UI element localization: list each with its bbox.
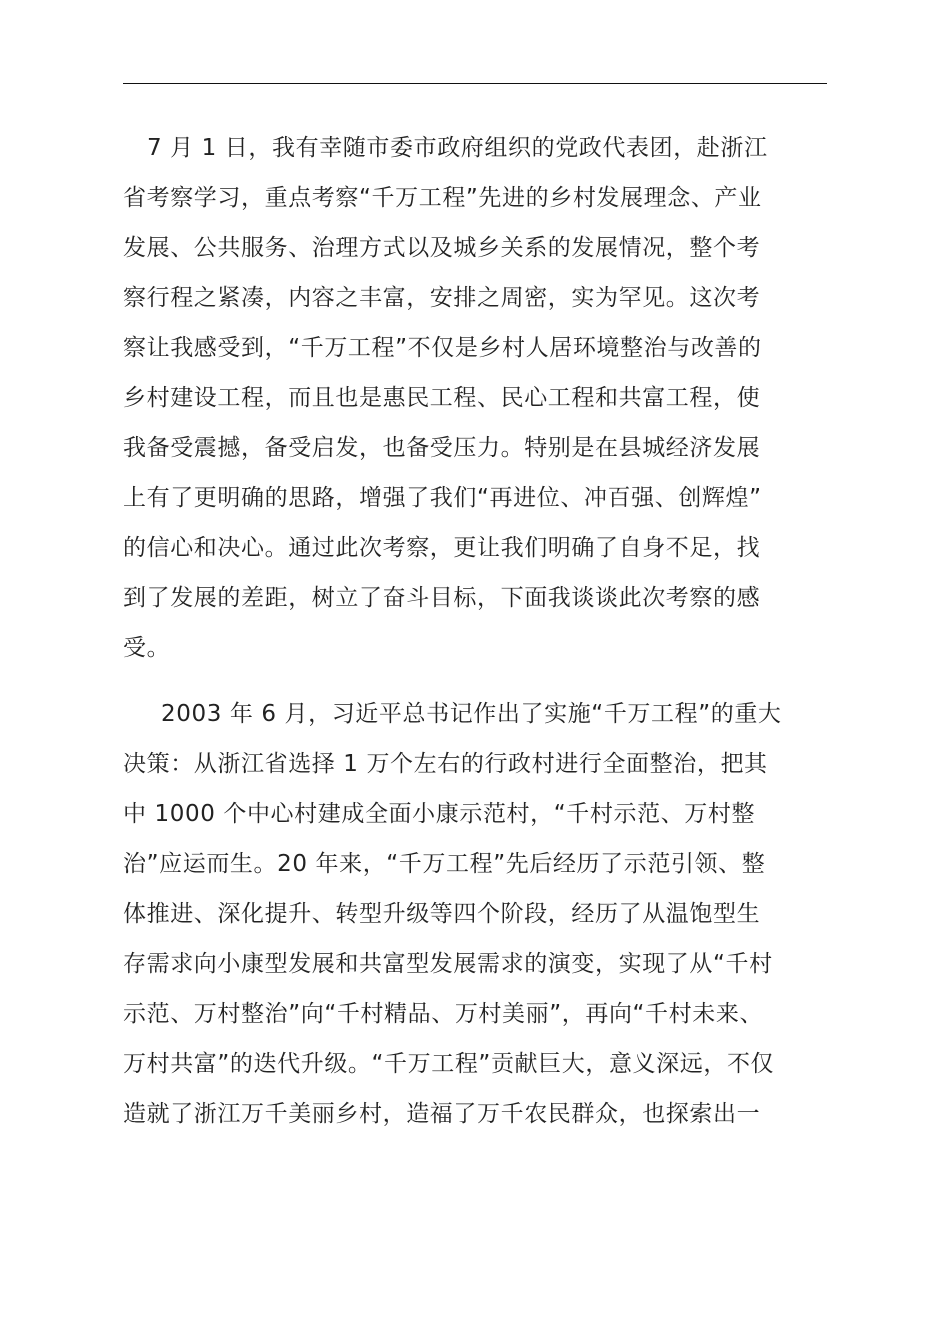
paragraph-gap [123,673,827,689]
text-line: 2003 年 6 月，习近平总书记作出了实施“千万工程”的重大 [161,701,782,727]
text-line: 存需求向小康型发展和共富型发展需求的演变，实现了从“千村 [123,951,773,977]
text-line: 省考察学习，重点考察“千万工程”先进的乡村发展理念、产业 [123,185,762,211]
text-line: 察行程之紧凑，内容之丰富，安排之周密，实为罕见。这次考 [123,285,761,311]
text-line: 上有了更明确的思路，增强了我们“再进位、冲百强、创辉煌” [123,485,762,511]
text-line: 我备受震撼，备受启发，也备受压力。特别是在县城经济发展 [123,435,761,461]
text-line: 决策：从浙江省选择 1 万个左右的行政村进行全面整治，把其 [123,751,768,777]
text-line: 中 1000 个中心村建成全面小康示范村，“千村示范、万村整 [123,801,756,827]
text-line: 发展、公共服务、治理方式以及城乡关系的发展情况，整个考 [123,235,761,261]
text-line: 到了发展的差距，树立了奋斗目标，下面我谈谈此次考察的感 [123,585,761,611]
text-line: 体推进、深化提升、转型升级等四个阶段，经历了从温饱型生 [123,901,761,927]
text-line: 察让我感受到，“千万工程”不仅是乡村人居环境整治与改善的 [123,335,762,361]
text-line: 乡村建设工程，而且也是惠民工程、民心工程和共富工程，使 [123,385,761,411]
text-line: 治”应运而生。20 年来，“千万工程”先后经历了示范引领、整 [123,851,766,877]
body-text [123,123,827,1139]
text-line: 万村共富”的迭代升级。“千万工程”贡献巨大，意义深远，不仅 [123,1051,775,1077]
paragraph-1 [123,123,827,673]
text-line: 造就了浙江万千美丽乡村，造福了万千农民群众，也探索出一 [123,1101,761,1127]
text-line: 的信心和决心。通过此次考察，更让我们明确了自身不足，找 [123,535,761,561]
text-line: 示范、万村整治”向“千村精品、万村美丽”，再向“千村未来、 [123,1001,764,1027]
paragraph-2 [123,689,827,1139]
text-line: 7 月 1 日，我有幸随市委市政府组织的党政代表团，赴浙江 [147,135,768,161]
text-line: 受。 [123,635,171,661]
header-rule [123,83,827,84]
